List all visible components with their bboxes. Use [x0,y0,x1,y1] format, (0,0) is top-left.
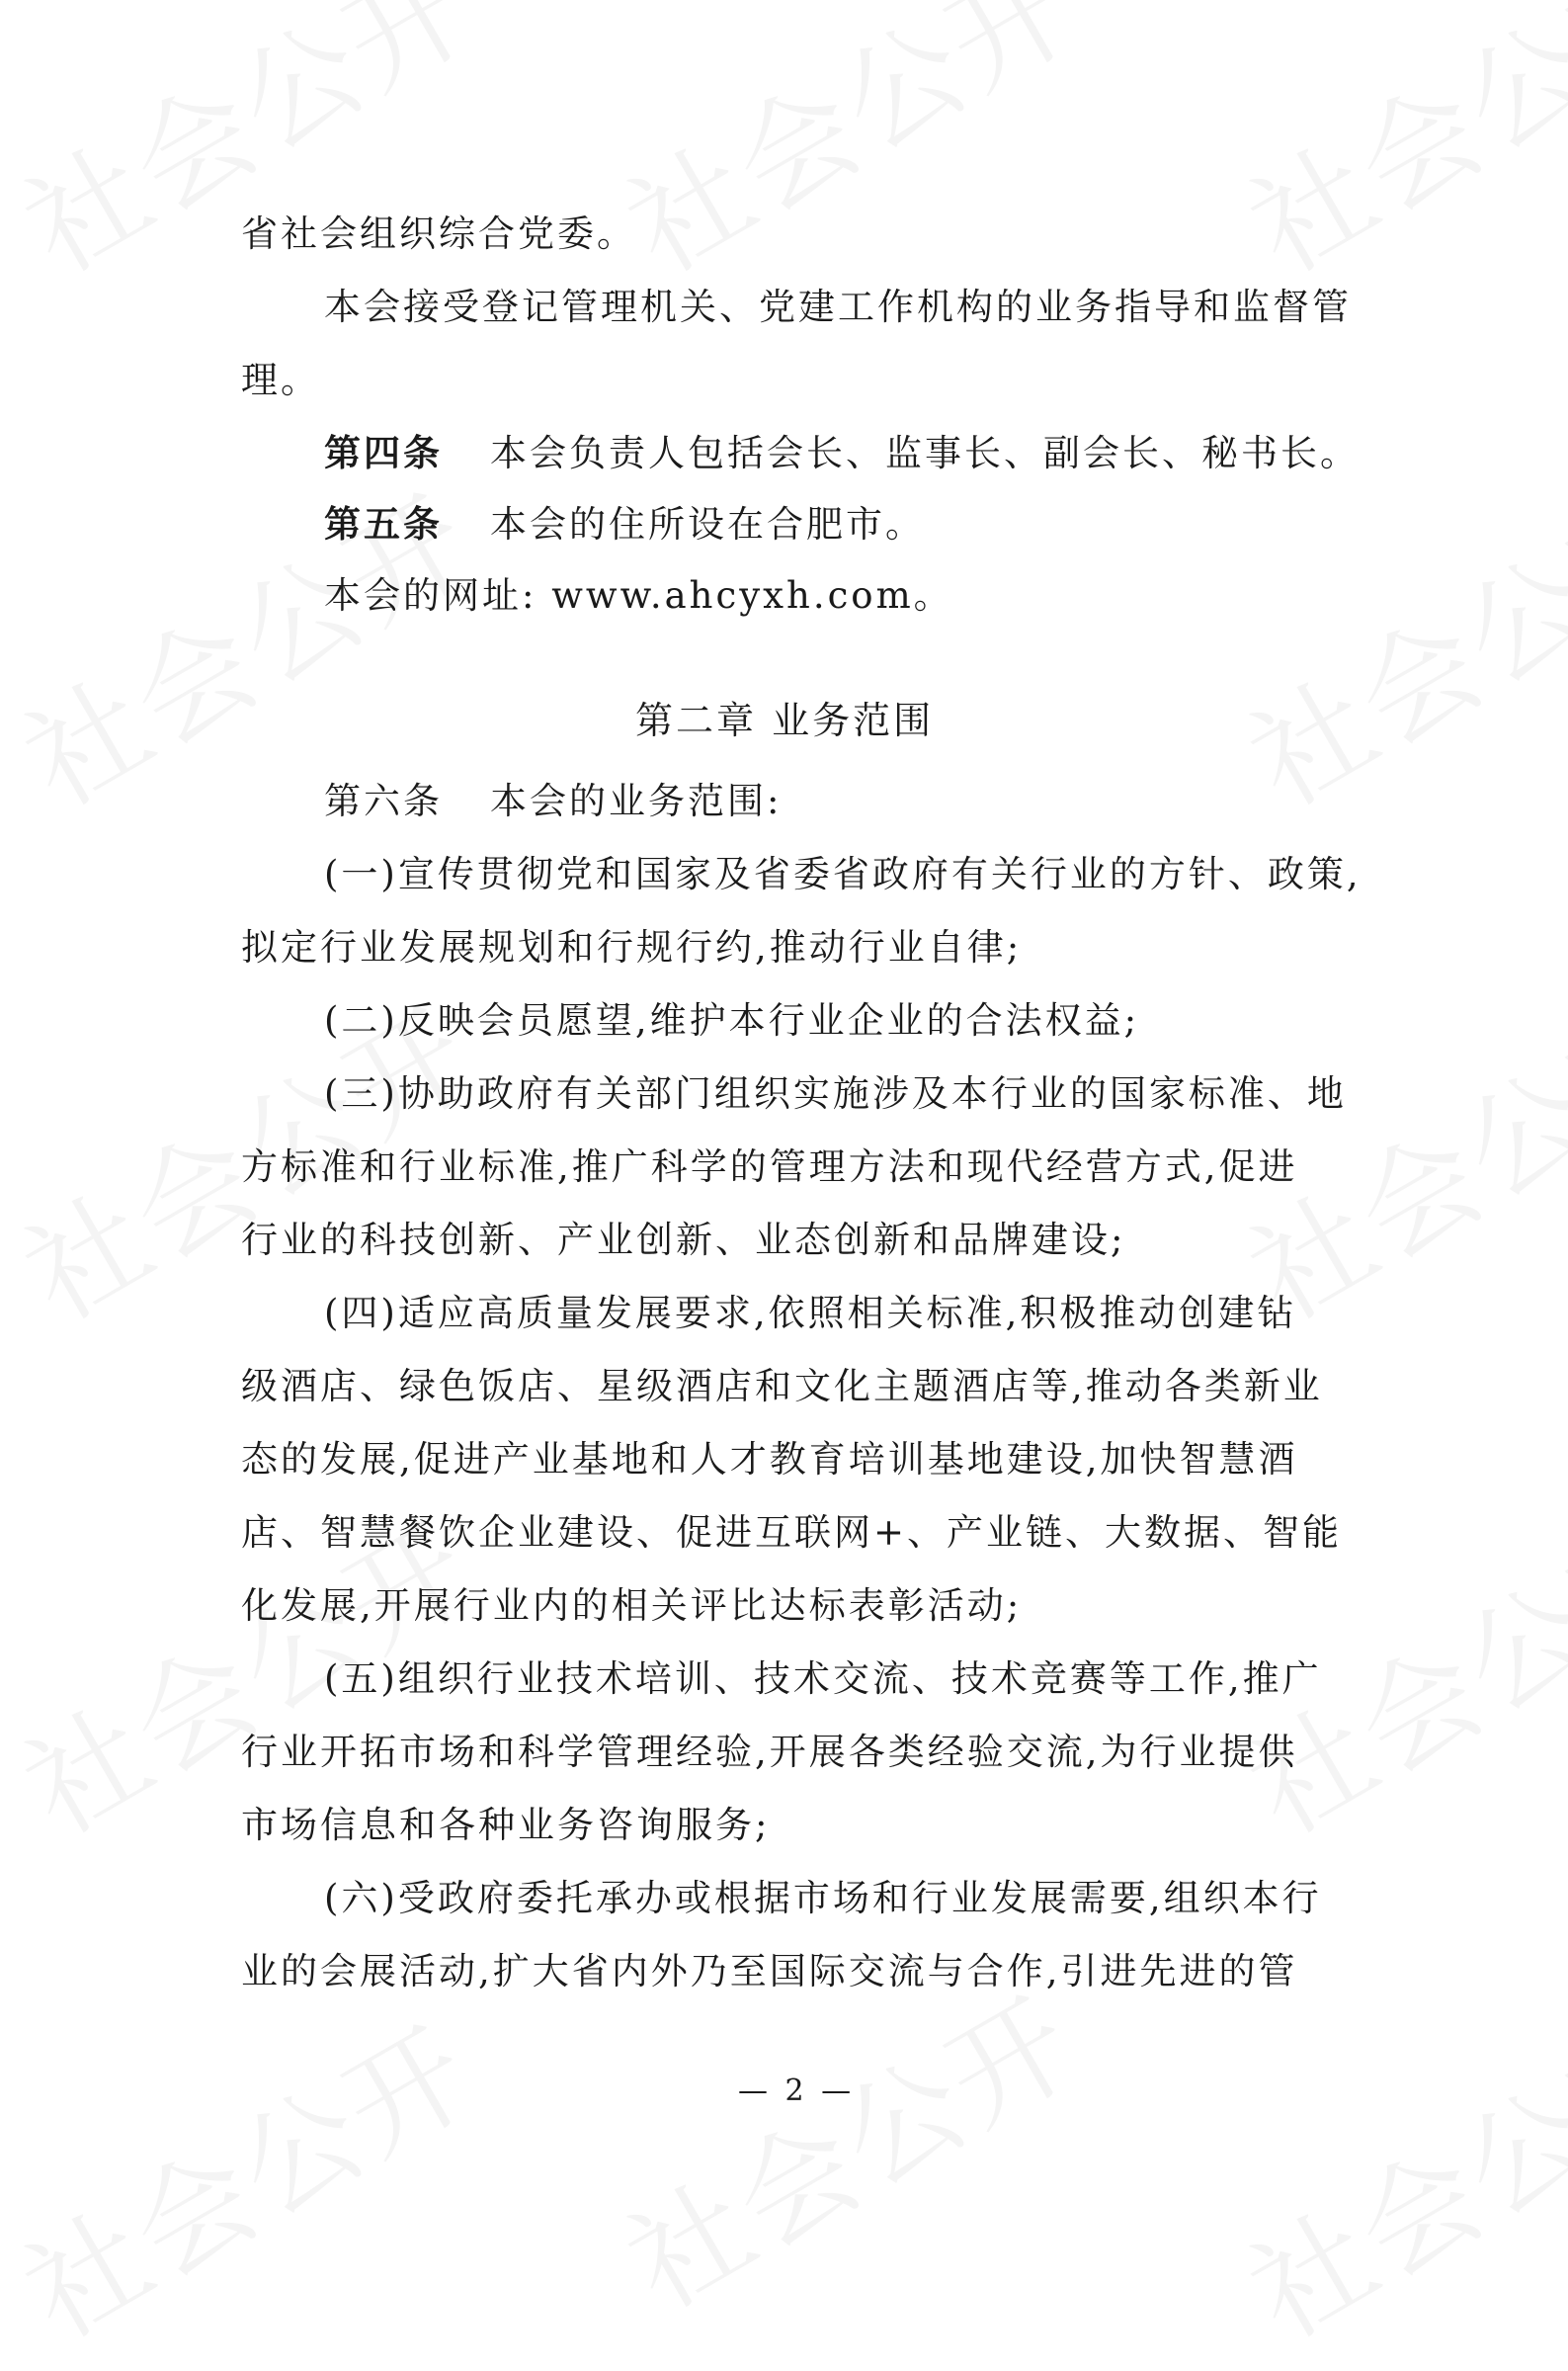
paragraph-line: 方标准和行业标准,推广科学的管理方法和现代经营方式,促进 [241,1145,1298,1188]
watermark [0,1979,500,2371]
website-line: 本会的网址: www.ahcyxh.com。 [324,574,953,617]
paragraph-line: 本会接受登记管理机关、党建工作机构的业务指导和监督管 [324,286,1352,328]
article-5 [324,502,925,546]
paragraph-line: (六)受政府委托承办或根据市场和行业发展需要,组织本行 [324,1877,1322,1919]
paragraph-line: (三)协助政府有关部门组织实施涉及本行业的国家标准、地 [324,1072,1347,1115]
article-4 [324,431,1360,474]
paragraph-line: 市场信息和各种业务咨询服务; [241,1804,771,1846]
watermark [1215,447,1568,839]
paragraph-line: 拟定行业发展规划和行规行约,推动行业自律; [241,926,1023,969]
chapter-heading: 第二章 业务范围 [635,699,935,742]
paragraph-line: 理。 [241,359,320,401]
article-text: 本会负责人包括会长、监事长、副会长、秘书长。 [490,432,1360,474]
watermark [0,0,500,305]
paragraph-line: 级酒店、绿色饭店、星级酒店和文化主题酒店等,推动各类新业 [241,1365,1323,1407]
watermark [593,1949,1103,2341]
page-number: — 2 — [738,2074,856,2108]
article-text: 本会的业务范围: [490,780,783,822]
article-label: 第六条 [324,780,443,822]
paragraph-line: (二)反映会员愿望,维护本行业企业的合法权益; [324,999,1140,1042]
article-label: 第四条 [324,431,443,474]
paragraph-line: (四)适应高质量发展要求,依照相关标准,积极推动创建钻 [324,1292,1297,1334]
article-label: 第五条 [324,502,443,546]
paragraph-line: (一)宣传贯彻党和国家及省委省政府有关行业的方针、政策, [324,853,1362,895]
paragraph-line: 行业的科技创新、产业创新、业态创新和品牌建设; [241,1219,1126,1261]
paragraph-line: 化发展,开展行业内的相关评比达标表彰活动; [241,1584,1023,1627]
article-text: 本会的住所设在合肥市。 [490,503,925,546]
paragraph-line: 店、智慧餐饮企业建设、促进互联网+、产业链、大数据、智能 [241,1511,1343,1554]
paragraph-line: (五)组织行业技术培训、技术交流、技术竞赛等工作,推广 [324,1657,1322,1700]
watermark [593,0,1103,305]
paragraph-line: 态的发展,促进产业基地和人才教育培训基地建设,加快智慧酒 [241,1438,1298,1481]
article-6 [324,780,783,822]
watermark [1215,0,1568,305]
paragraph-line: 行业开拓市场和科学管理经验,开展各类经验交流,为行业提供 [241,1731,1298,1773]
paragraph-line: 省社会组织综合党委。 [241,212,636,255]
watermark [1215,1979,1568,2371]
paragraph-line: 业的会展活动,扩大省内外乃至国际交流与合作,引进先进的管 [241,1950,1298,1992]
